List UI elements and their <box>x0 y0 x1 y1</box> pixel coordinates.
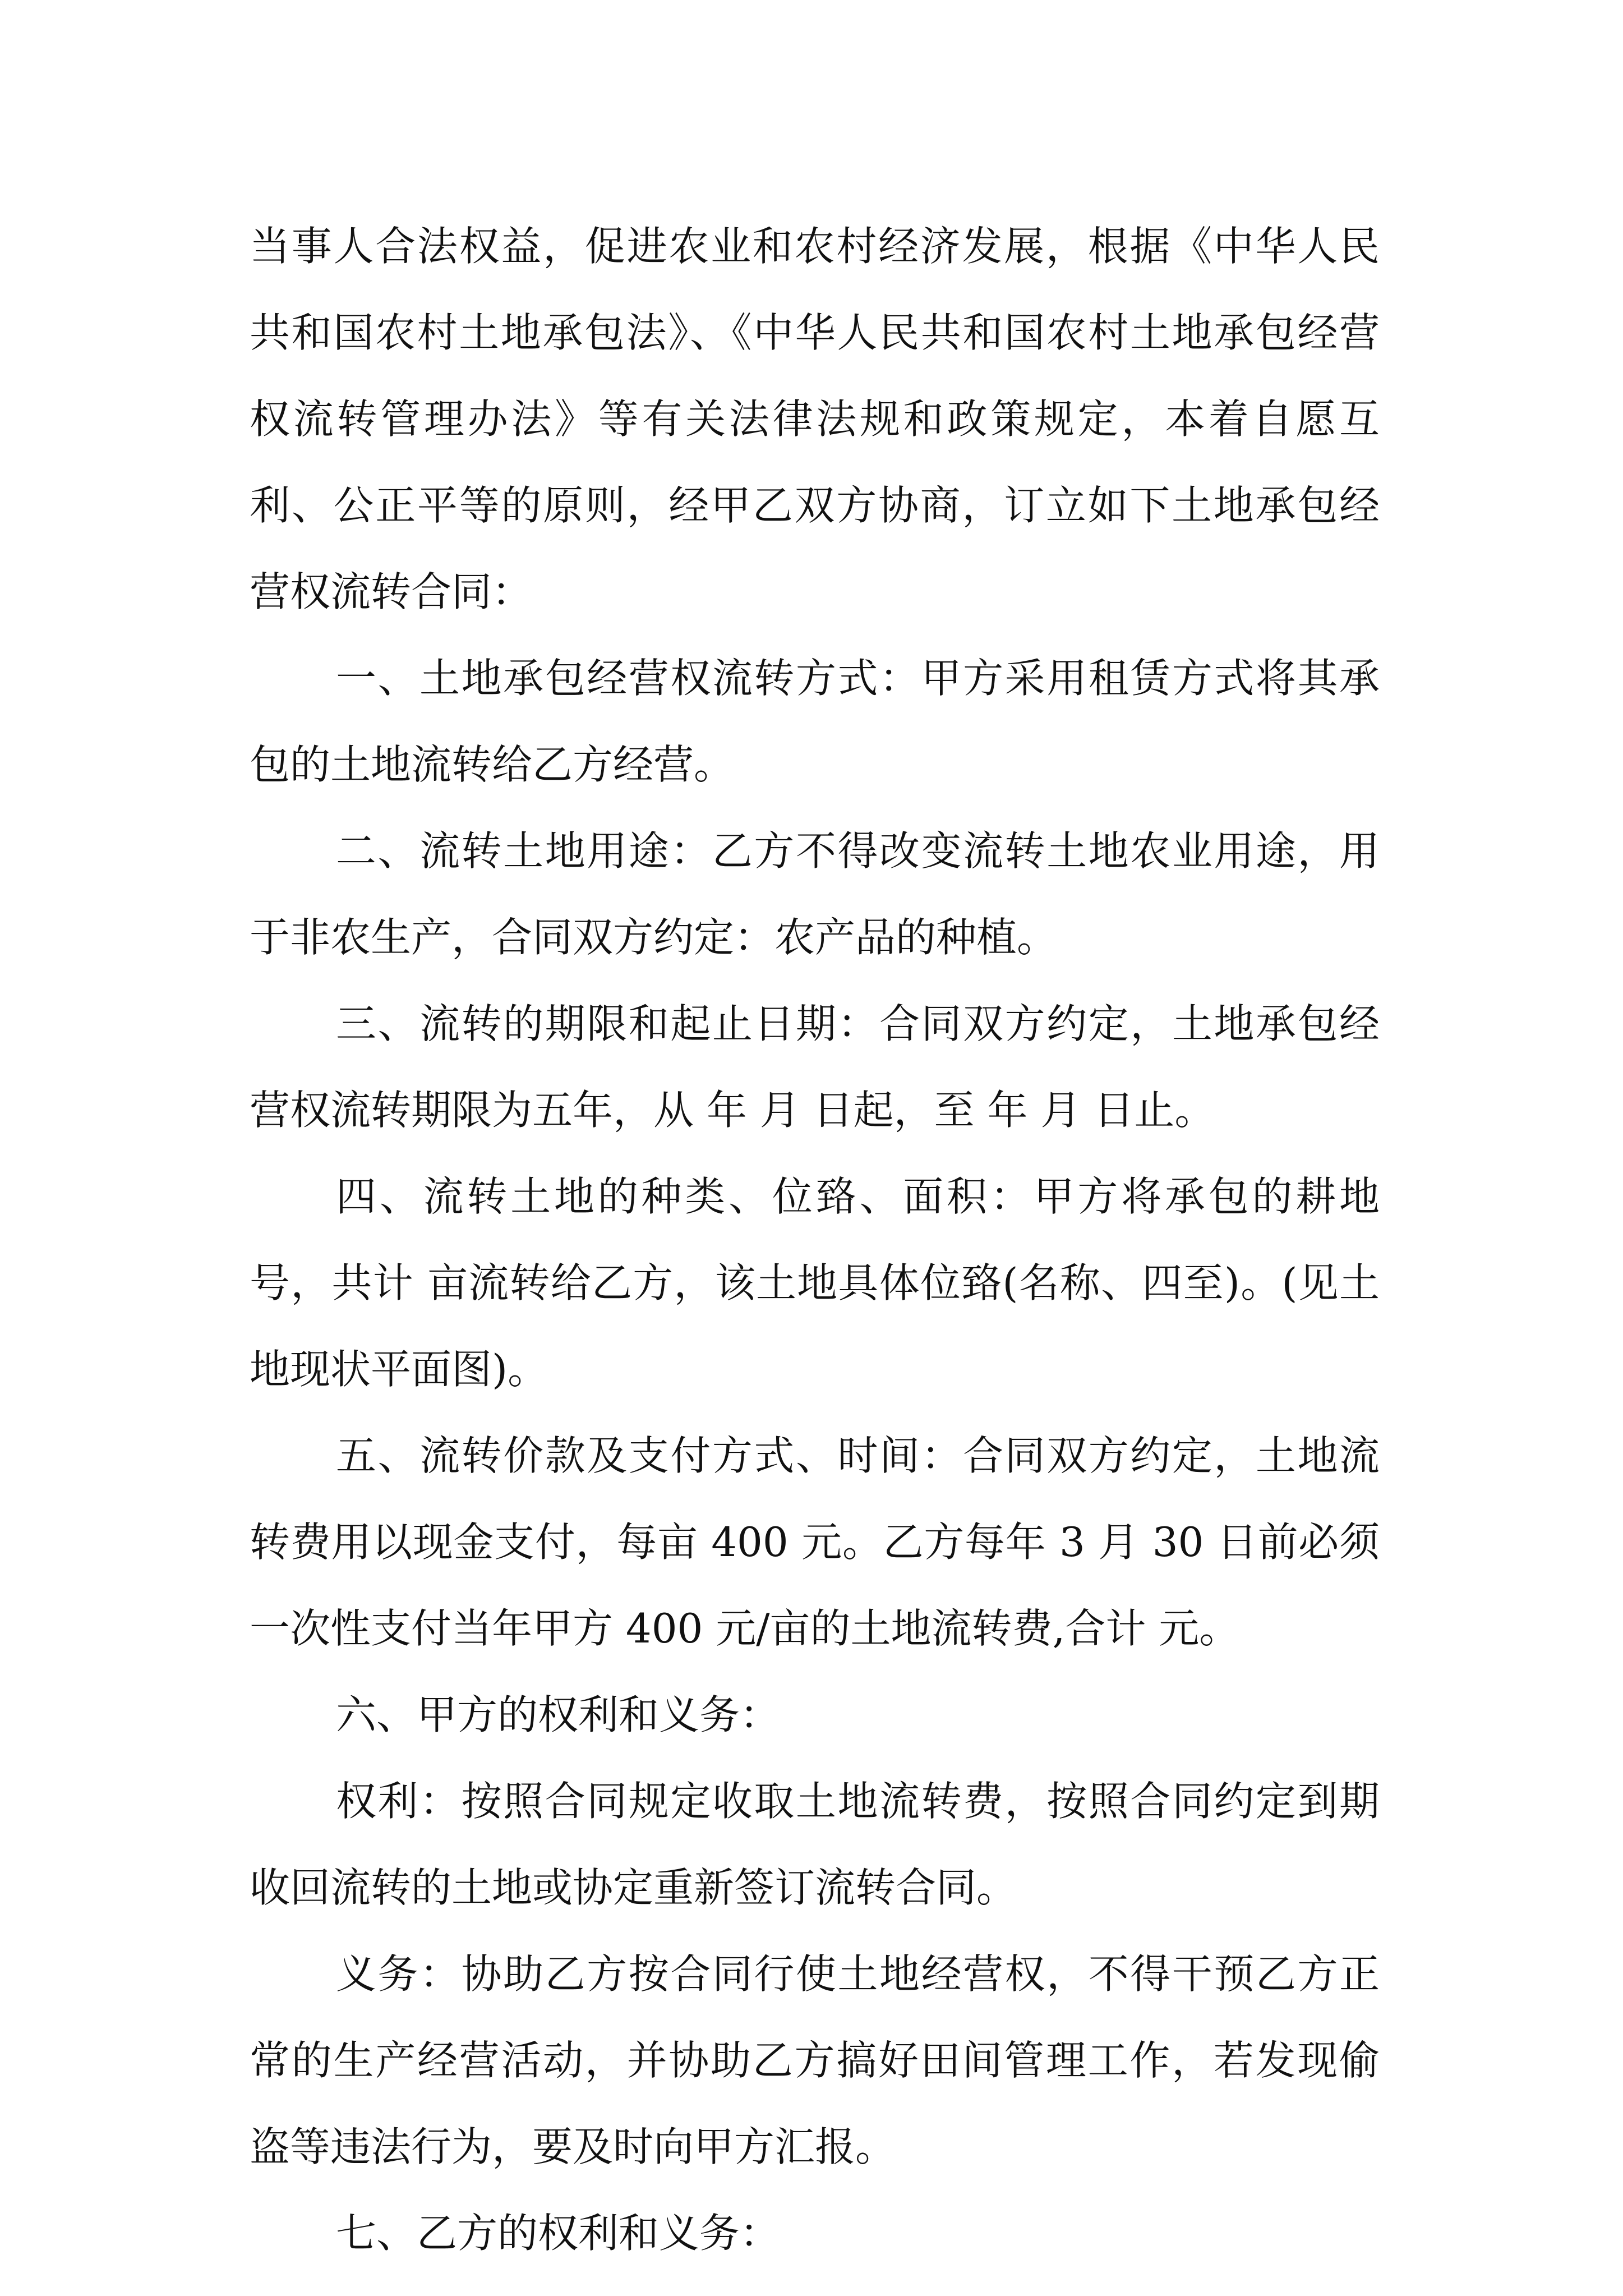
paragraph-clause-7-heading: 七、乙方的权利和义务： <box>336 2210 781 2257</box>
contract-body <box>250 203 1380 2276</box>
paragraph-preamble: 当事人合法权益，促进农业和农村经济发展，根据《中华人民共和国农村土地承包法》、《中华人民共和国农村土地承包经营权流转管理办法》等有关法律法规和政策规定，本着自愿互利、公正平等的原则，经甲乙双方协商，订立如下土地承包经营权流转合同： <box>250 223 1380 615</box>
paragraph-clause-2-land-use: 二、流转土地用途：乙方不得改变流转土地农业用途，用于非农生产，合同双方约定：农产品的种植。 <box>250 827 1380 961</box>
paragraph-clause-5-payment: 五、流转价款及支付方式、时间：合同双方约定，土地流转费用以现金支付，每亩 400 元。乙方每年 3 月 30 日前必须一次性支付当年甲方 400 元/亩的土地流转费,合计 元。 <box>250 1432 1380 1652</box>
paragraph-clause-6-rights: 权利：按照合同规定收取土地流转费，按照合同约定到期收回流转的土地或协定重新签订流转合同。 <box>250 1778 1380 1911</box>
paragraph-clause-3-term: 三、流转的期限和起止日期：合同双方约定，土地承包经营权流转期限为五年，从 年 月 日起，至 年 月 日止。 <box>250 1000 1380 1134</box>
paragraph-clause-6-heading: 六、甲方的权利和义务： <box>336 1691 781 1738</box>
paragraph-clause-1-transfer-method: 一、土地承包经营权流转方式：甲方采用租赁方式将其承包的土地流转给乙方经营。 <box>250 655 1380 788</box>
paragraph-clause-4-land-details: 四、流转土地的种类、位臵、面积：甲方将承包的耕地号，共计 亩流转给乙方，该土地具体位臵(名称、四至)。(见土地现状平面图)。 <box>250 1173 1380 1393</box>
paragraph-clause-6-obligations: 义务：协助乙方按合同行使土地经营权，不得干预乙方正常的生产经营活动，并协助乙方搞好田间管理工作，若发现偷盗等违法行为，要及时向甲方汇报。 <box>250 1950 1380 2170</box>
